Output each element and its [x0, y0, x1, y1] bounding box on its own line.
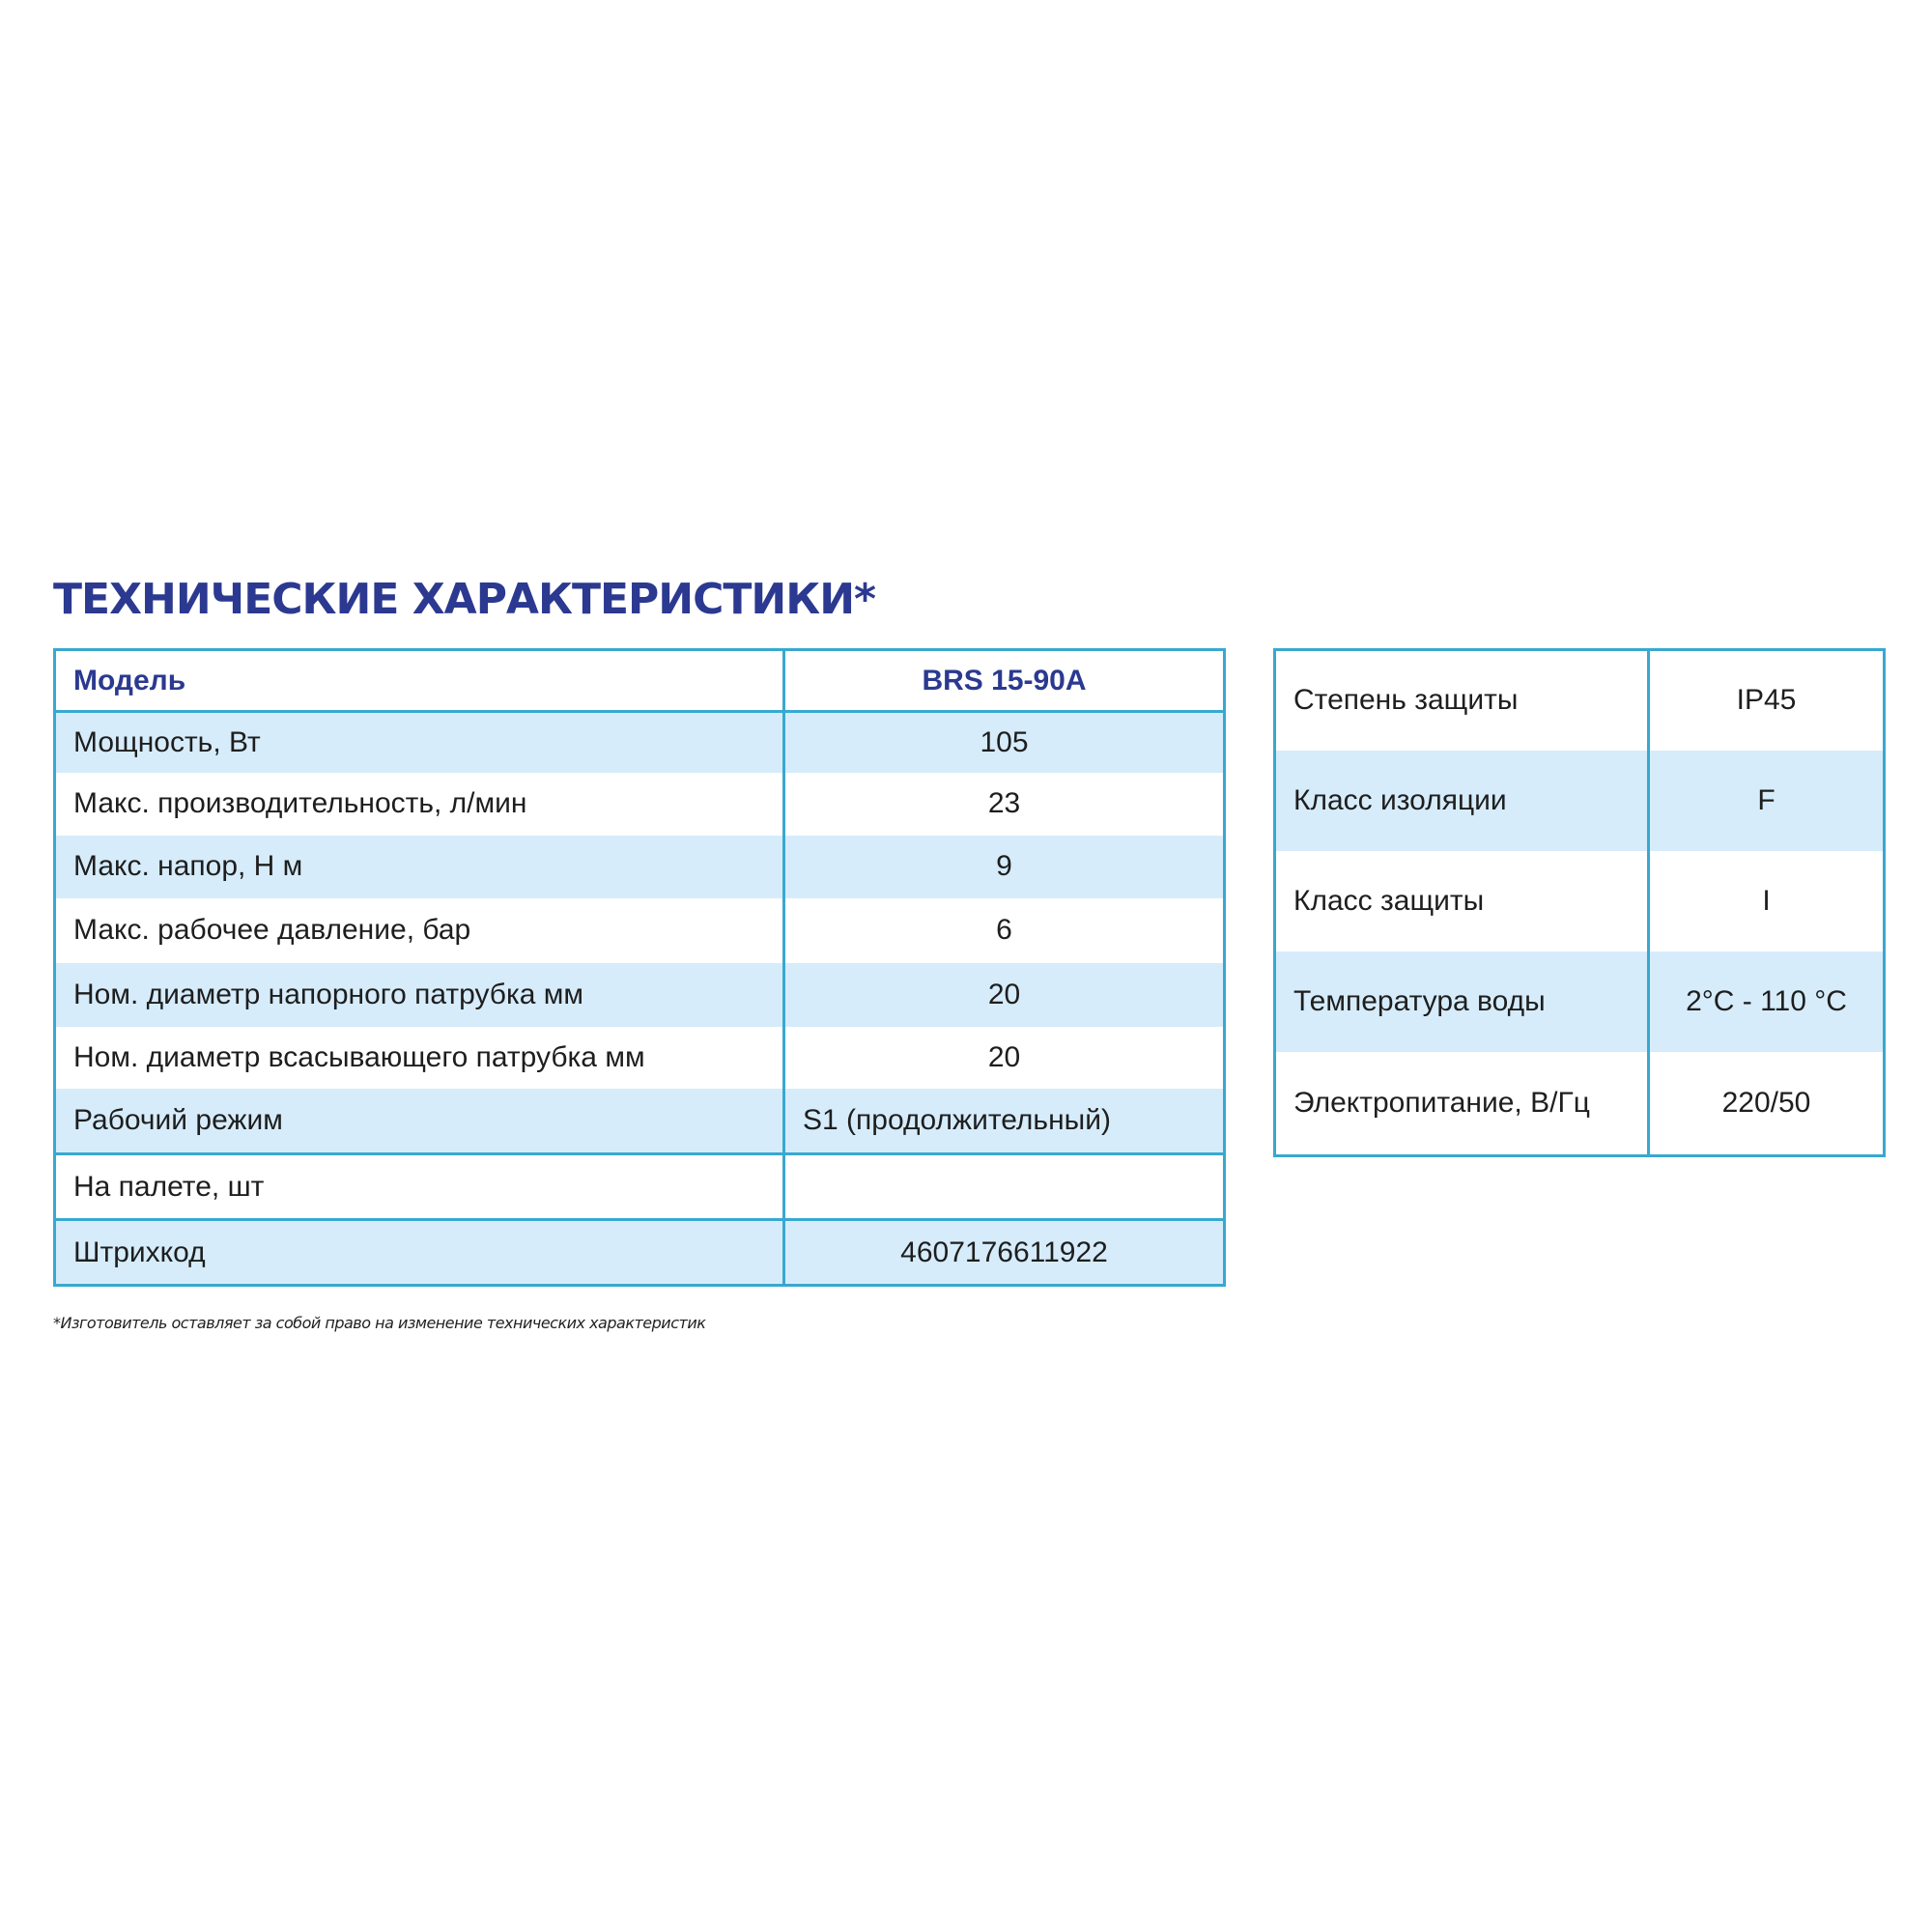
row-label: Температура воды: [1275, 952, 1649, 1052]
row-value: 9: [784, 836, 1225, 898]
row-value: 105: [784, 712, 1225, 773]
table-row: [55, 773, 1225, 836]
table-row: [1275, 650, 1885, 751]
header-value: BRS 15-90A: [784, 650, 1225, 712]
row-label: Мощность, Вт: [55, 712, 784, 773]
row-label: Класс защиты: [1293, 884, 1485, 917]
row-value: [784, 1154, 1225, 1220]
specs-table: [53, 648, 1226, 1287]
row-value: 220/50: [1649, 1052, 1885, 1156]
table-row: [55, 1220, 1225, 1286]
table-row: [1275, 751, 1885, 851]
table-header-row: [55, 650, 1225, 712]
protection-specs-table: [1273, 648, 1886, 1157]
header-label: Модель: [55, 650, 784, 712]
row-value: F: [1649, 751, 1885, 851]
table-row: [55, 1154, 1225, 1220]
row-label: Штрихкод: [55, 1220, 784, 1286]
row-value: 6: [784, 898, 1225, 963]
page-title: ТЕХНИЧЕСКИЕ ХАРАКТЕРИСТИКИ*: [53, 575, 876, 624]
row-label: Рабочий режим: [55, 1089, 784, 1154]
table-row: [1275, 952, 1885, 1052]
row-value: 20: [784, 963, 1225, 1027]
row-label: Класс изоляции: [1275, 751, 1649, 851]
table-row: [55, 963, 1225, 1027]
row-label: Ном. диаметр напорного патрубка мм: [55, 963, 784, 1027]
table-row: [55, 898, 1225, 963]
table-row: [1275, 1052, 1885, 1156]
table-row: [1275, 851, 1885, 952]
row-label: Макс. производительность, л/мин: [73, 787, 527, 819]
table-row: [55, 1027, 1225, 1089]
row-value: IP45: [1649, 650, 1885, 751]
row-label: Электропитание, В/Гц: [1293, 1086, 1590, 1119]
table-row: [55, 712, 1225, 773]
table-row: [55, 1089, 1225, 1154]
row-value: 20: [784, 1027, 1225, 1089]
row-value: 2°C - 110 °C: [1649, 952, 1885, 1052]
row-value: I: [1649, 851, 1885, 952]
row-value: S1 (продолжительный): [784, 1089, 1225, 1154]
row-label: На палете, шт: [55, 1154, 784, 1220]
row-value: 23: [784, 773, 1225, 836]
table-row: [55, 836, 1225, 898]
row-label: Ном. диаметр всасывающего патрубка мм: [73, 1040, 645, 1073]
row-label: Степень защиты: [1293, 684, 1519, 717]
row-value: 4607176611922: [784, 1220, 1225, 1286]
row-label: Макс. напор, Н м: [55, 836, 784, 898]
footnote: *Изготовитель оставляет за собой право на изменение технических характеристик: [53, 1314, 706, 1332]
row-label: Макс. рабочее давление, бар: [73, 914, 471, 946]
